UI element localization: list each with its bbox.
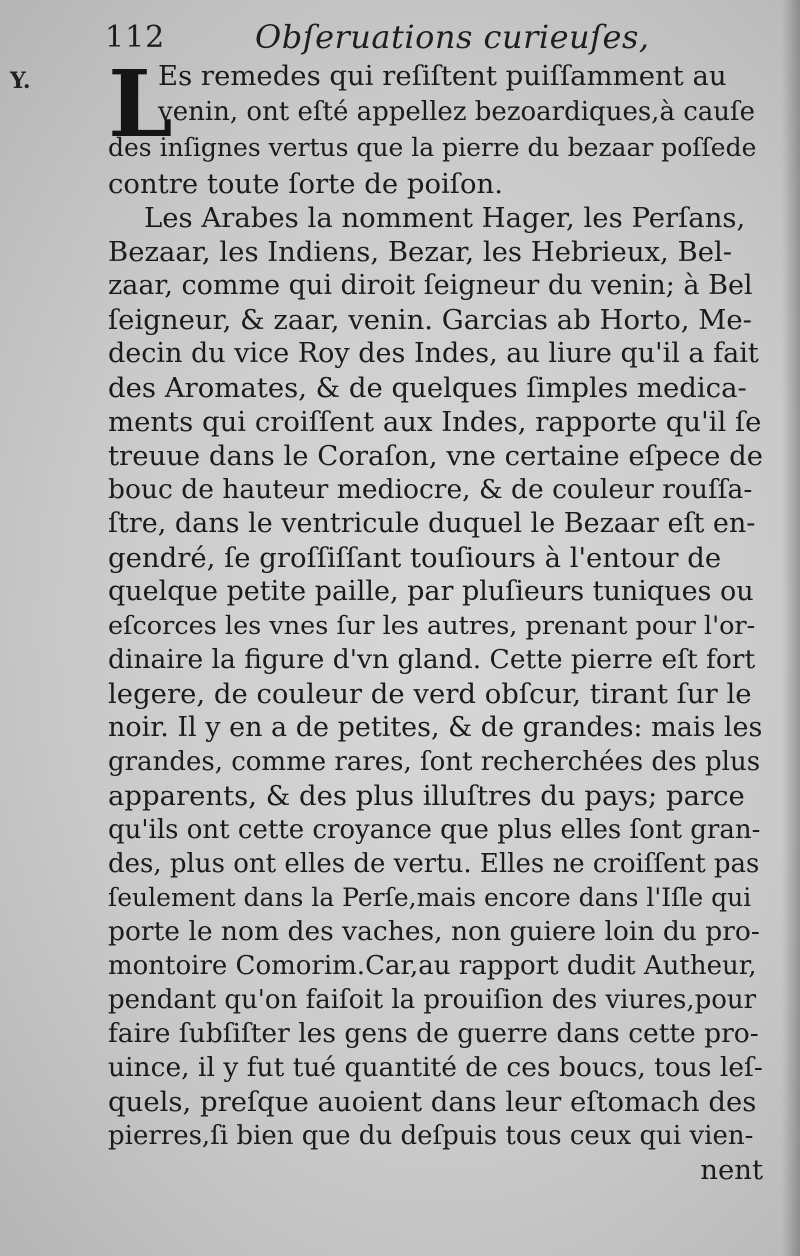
- text-line: legere, de couleur de verd obſcur, tirant ſur le: [108, 678, 752, 710]
- text-line: contre toute ſorte de poiſon.: [108, 168, 503, 200]
- text-line: quels, preſque auoient dans leur eſtomach des: [108, 1086, 757, 1118]
- text-line: ſtre, dans le ventricule duquel le Bezaar eſt en-: [108, 508, 756, 539]
- text-line: porte le nom des vaches, non guiere loin du pro-: [108, 916, 760, 947]
- text-line: grandes, comme rares, ſont recherchées des plus: [108, 747, 761, 777]
- text-line: treuue dans le Coraſon, vne certaine eſpece de: [108, 440, 764, 472]
- text-line: uince, il y fut tué quantité de ces boucs, tous leſ-: [108, 1052, 763, 1083]
- text-line: ments qui croiſſent aux Indes, rapporte qu'il ſe: [108, 406, 762, 438]
- drop-cap: L: [108, 50, 173, 158]
- text-line: quelque petite paille, par pluſieurs tuniques ou: [108, 576, 754, 607]
- text-line: Es remedes qui reſiſtent puiſſamment au: [158, 60, 727, 92]
- text-line: gendré, ſe groſſiſſant touſiours à l'entour de: [108, 542, 722, 574]
- text-line: des, plus ont elles de vertu. Elles ne croiſſent pas: [108, 849, 760, 879]
- text-line: des Aromates, & de quelques ſimples medica-: [108, 372, 747, 404]
- text-line: eſcorces les vnes ſur les autres, prenant pour l'or-: [108, 611, 756, 641]
- text-line: ſeigneur, & zaar, venin. Garcias ab Horto, Me-: [108, 304, 752, 336]
- text-line: Les Arabes la nomment Hager, les Perſans,: [144, 202, 746, 234]
- text-line: ſeulement dans la Perſe,mais encore dans l'Iſle qui: [108, 883, 752, 912]
- text-line: bouc de hauteur mediocre, & de couleur rouſſa-: [108, 474, 753, 505]
- page-number: 112: [105, 20, 166, 55]
- text-line: qu'ils ont cette croyance que plus elles ſont gran-: [108, 815, 761, 845]
- text-line: pendant qu'on faiſoit la prouiſion des viures,pour: [108, 985, 757, 1015]
- text-line: apparents, & des plus illuſtres du pays; parce: [108, 780, 745, 812]
- margin-mark: Y.: [10, 68, 31, 94]
- page-edge-shadow: [782, 0, 800, 1256]
- running-title: Obſeruations curieuſes,: [255, 18, 650, 56]
- text-line: noir. Il y en a de petites, & de grandes: mais les: [108, 712, 763, 743]
- catchword: nent: [700, 1154, 763, 1186]
- text-line: des inſignes vertus que la pierre du bezaar poſſede: [108, 133, 757, 162]
- text-line: Bezaar, les Indiens, Bezar, les Hebrieux, Bel-: [108, 236, 733, 268]
- text-line: faire ſubſiſter les gens de guerre dans cette pro-: [108, 1018, 759, 1049]
- text-line: montoire Comorim.Car,au rapport dudit Autheur,: [108, 951, 757, 981]
- page-header: [105, 18, 745, 62]
- text-line: zaar, comme qui diroit ſeigneur du venin; à Bel: [108, 270, 753, 301]
- text-line: pierres,ſi bien que du deſpuis tous ceux qui vien-: [108, 1121, 754, 1151]
- text-line: dinaire la figure d'vn gland. Cette pierre eſt fort: [108, 644, 756, 675]
- text-line: decin du vice Roy des Indes, au liure qu'il a fait: [108, 338, 759, 369]
- text-line: venin, ont eſté appellez bezoardiques,à cauſe: [158, 97, 756, 127]
